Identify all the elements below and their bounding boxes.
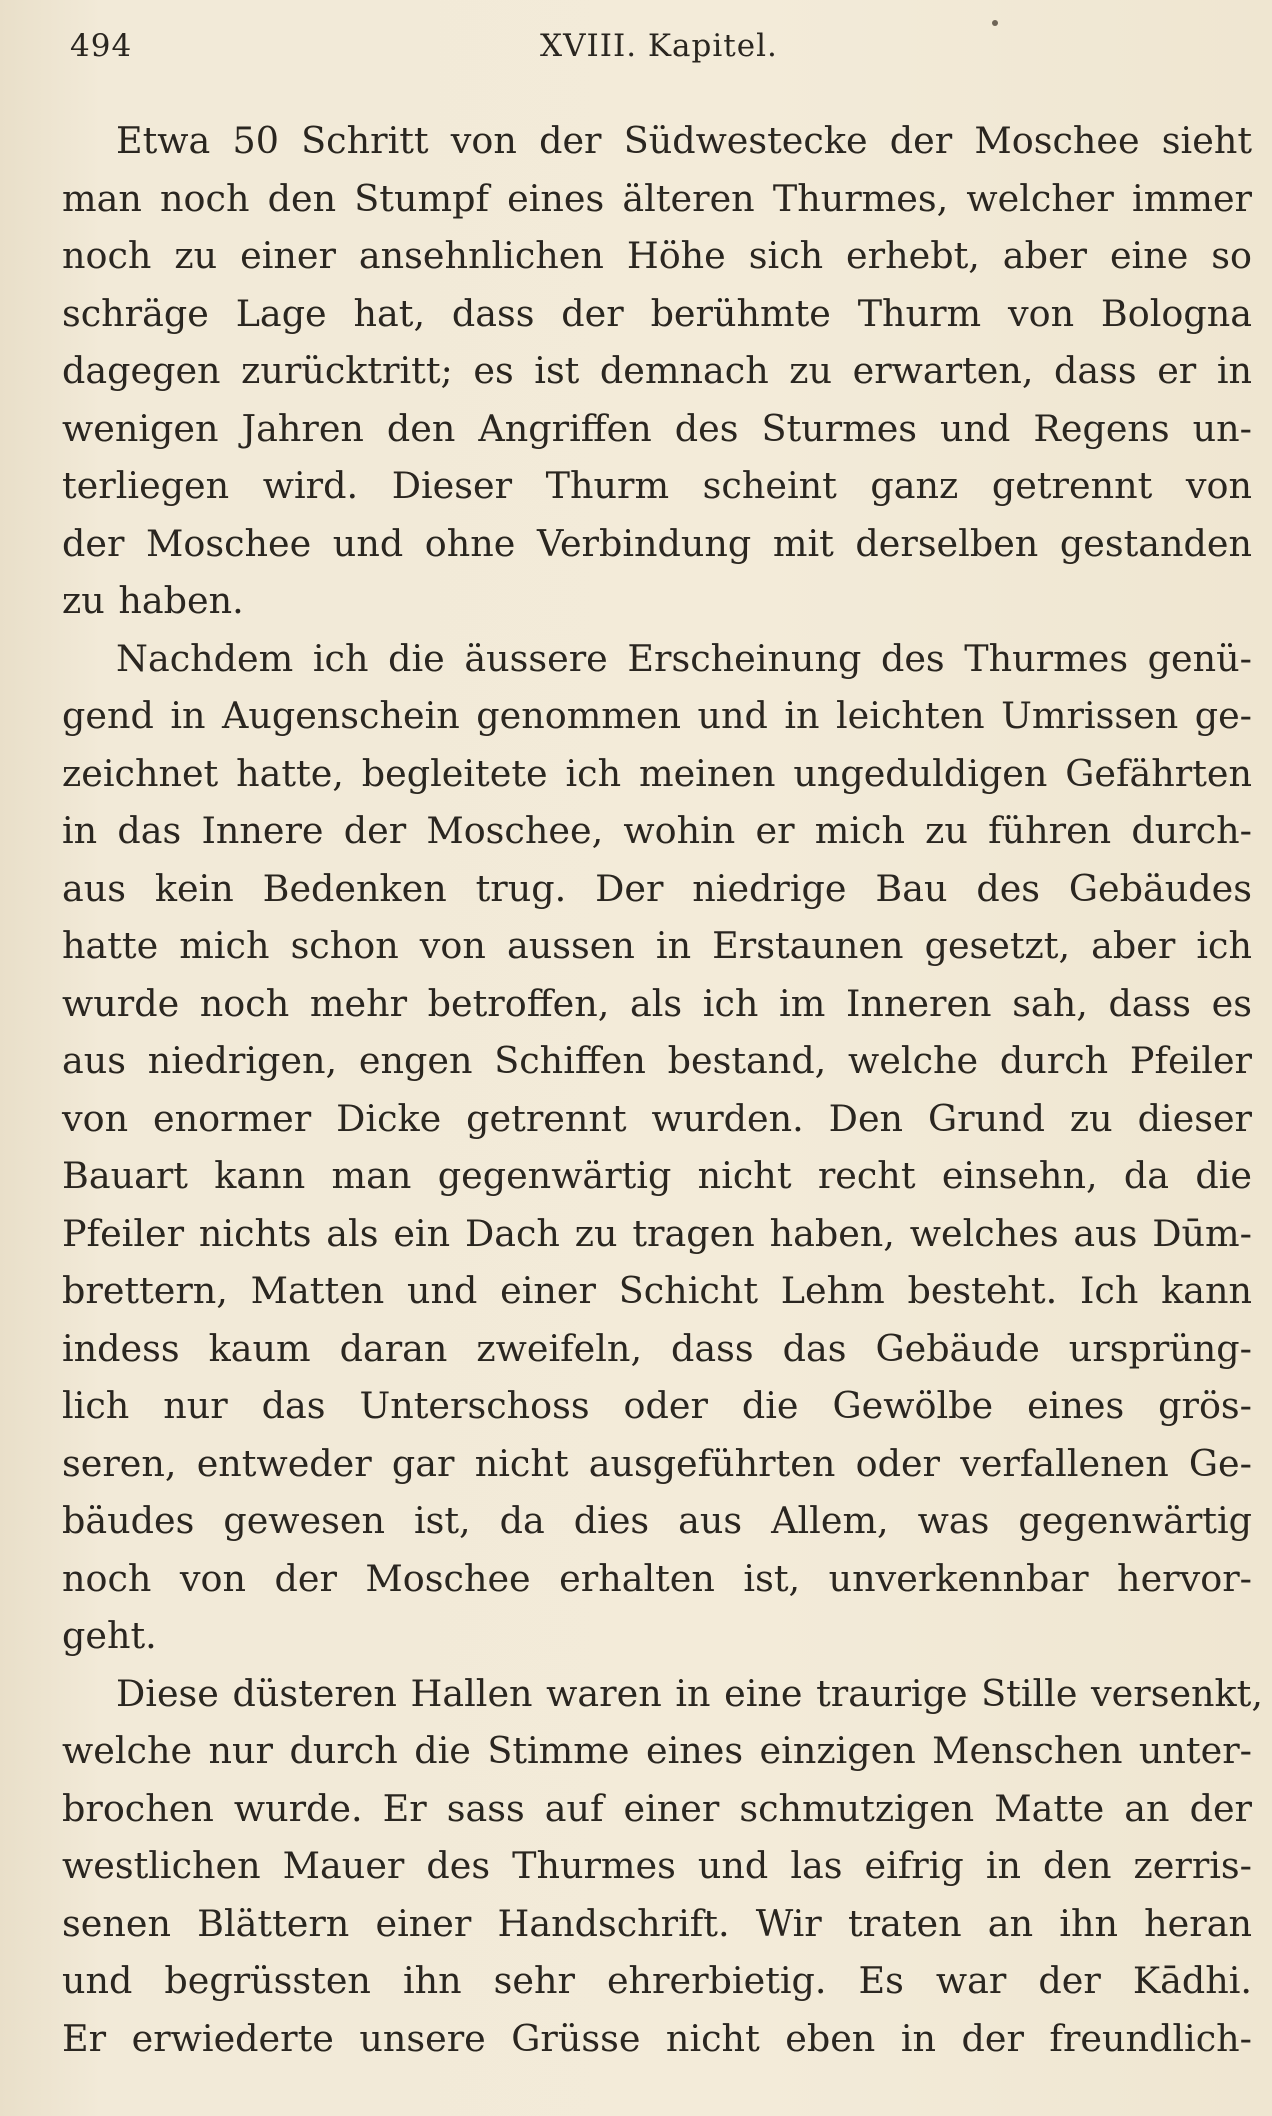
text-line: man noch den Stumpf eines älteren Thurmes, welcher immer [62, 176, 1252, 220]
text-line: indess kaum daran zweifeln, dass das Gebäude ursprüng- [62, 1326, 1252, 1370]
text-line: zeichnet hatte, begleitete ich meinen ungeduldigen Gefährten [62, 751, 1252, 795]
text-line: aus kein Bedenken trug. Der niedrige Bau des Gebäudes [62, 866, 1252, 910]
text-line: noch zu einer ansehnlichen Höhe sich erhebt, aber eine so [62, 234, 1252, 277]
text-line: Etwa 50 Schritt von der Südwestecke der Moschee sieht [116, 119, 1252, 162]
chapter-heading: XVIII. Kapitel. [540, 28, 778, 64]
text-line: Diese düsteren Hallen waren in eine traurige Stille versenkt, [116, 1671, 1263, 1715]
text-line: Nachdem ich die äussere Erscheinung des Thurmes genü- [116, 636, 1252, 680]
text-line: und begrüssten ihn sehr ehrerbietig. Es war der Kādhi. [62, 1959, 1252, 2002]
text-line: brochen wurde. Er sass auf einer schmutzigen Matte an der [62, 1786, 1252, 1830]
text-line: westlichen Mauer des Thurmes und las eifrig in den zerris- [62, 1844, 1252, 1887]
text-line: seren, entweder gar nicht ausgeführten oder verfallenen Ge- [62, 1441, 1252, 1485]
text-line: noch von der Moschee erhalten ist, unverkennbar hervor- [62, 1556, 1252, 1600]
text-line: aus niedrigen, engen Schiffen bestand, welche durch Pfeiler [62, 1039, 1252, 1082]
body-text [62, 112, 1263, 2067]
paragraph-end-line: zu haben. [62, 579, 244, 622]
text-line: bäudes gewesen ist, da dies aus Allem, was gegenwärtig [62, 1499, 1252, 1542]
text-line: lich nur das Unterschoss oder die Gewölbe eines grös- [62, 1384, 1252, 1427]
text-line: schräge Lage hat, dass der berühmte Thurm von Bologna [62, 291, 1252, 335]
text-line: wurde noch mehr betroffen, als ich im Inneren sah, dass es [62, 981, 1252, 1025]
text-line: Er erwiederte unsere Grüsse nicht eben in der freundlich- [62, 2016, 1252, 2060]
paper-speck [992, 20, 998, 26]
text-line: terliegen wird. Dieser Thurm scheint ganz getrennt von [62, 464, 1252, 507]
running-head [70, 28, 1240, 72]
text-line: hatte mich schon von aussen in Erstaunen gesetzt, aber ich [62, 924, 1252, 967]
text-line: wenigen Jahren den Angriffen des Sturmes und Regens un- [62, 406, 1252, 450]
text-line: Pfeiler nichts als ein Dach zu tragen haben, welches aus Dūm- [62, 1211, 1252, 1255]
text-line: senen Blättern einer Handschrift. Wir traten an ihn heran [62, 1901, 1252, 1945]
text-line: brettern, Matten und einer Schicht Lehm besteht. Ich kann [62, 1269, 1252, 1312]
text-line: dagegen zurücktritt; es ist demnach zu erwarten, dass er in [62, 349, 1252, 392]
text-line: von enormer Dicke getrennt wurden. Den Grund zu dieser [62, 1096, 1252, 1140]
text-line: welche nur durch die Stimme eines einzigen Menschen unter- [62, 1729, 1252, 1772]
text-line: in das Innere der Moschee, wohin er mich zu führen durch- [62, 809, 1252, 852]
text-line: der Moschee und ohne Verbindung mit derselben gestanden [62, 521, 1252, 565]
page-number: 494 [70, 28, 133, 64]
text-line: gend in Augenschein genommen und in leichten Umrissen ge- [62, 694, 1252, 737]
text-line: Bauart kann man gegenwärtig nicht recht einsehn, da die [62, 1154, 1252, 1197]
paragraph-end-line: geht. [62, 1614, 157, 1657]
